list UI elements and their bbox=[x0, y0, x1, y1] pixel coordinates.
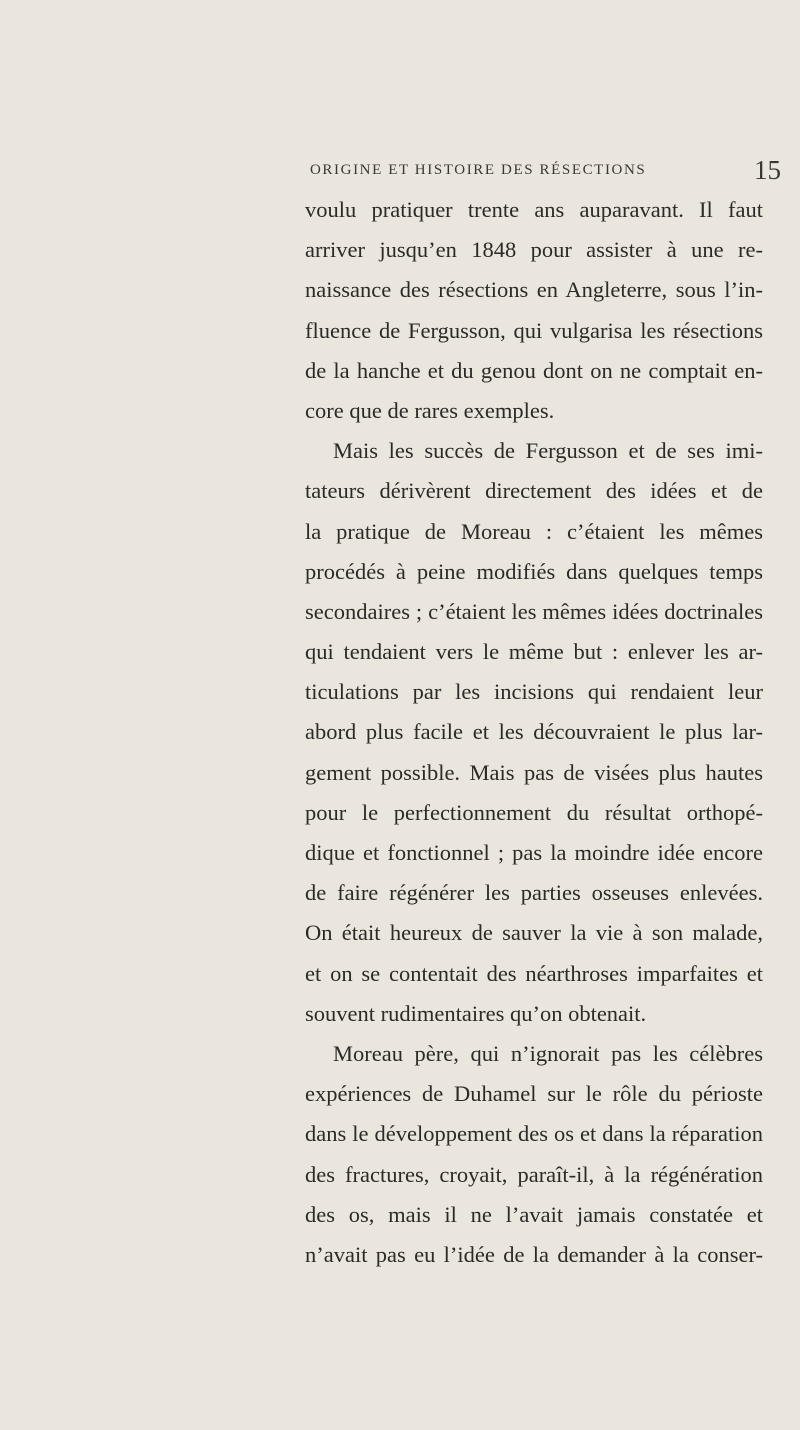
page-number: 15 bbox=[754, 155, 781, 185]
text-line: dans le développement des os et dans la réparation bbox=[305, 1121, 763, 1147]
text-line: n’avait pas eu l’idée de la demander à la conser- bbox=[305, 1241, 763, 1267]
text-line: secondaires ; c’étaient les mêmes idées doctrinales bbox=[305, 598, 763, 624]
text-line: core que de rares exemples. bbox=[305, 397, 555, 423]
text-line: et on se contentait des néarthroses imparfaites et bbox=[305, 960, 763, 986]
text-line: tateurs dérivèrent directement des idées et de bbox=[305, 478, 763, 504]
running-title: ORIGINE ET HISTOIRE DES RÉSECTIONS bbox=[310, 162, 647, 178]
body-text bbox=[305, 190, 763, 1275]
text-line: qui tendaient vers le même but : enlever les ar- bbox=[305, 639, 763, 665]
text-line: Mais les succès de Fergusson et de ses imi- bbox=[333, 438, 763, 464]
text-line: naissance des résections en Angleterre, sous l’in- bbox=[305, 277, 763, 303]
text-line: de faire régénérer les parties osseuses enlevées. bbox=[305, 880, 763, 906]
text-line: Moreau père, qui n’ignorait pas les célèbres bbox=[333, 1040, 763, 1066]
text-line: la pratique de Moreau : c’étaient les mêmes bbox=[305, 518, 763, 544]
text-line: fluence de Fergusson, qui vulgarisa les résections bbox=[305, 317, 763, 343]
text-line: arriver jusqu’en 1848 pour assister à une re- bbox=[305, 237, 763, 263]
text-line: de la hanche et du genou dont on ne comptait en- bbox=[305, 357, 763, 383]
text-line: pour le perfectionnement du résultat orthopé- bbox=[305, 799, 763, 825]
text-line: voulu pratiquer trente ans auparavant. Il faut bbox=[305, 197, 763, 222]
text-line: des fractures, croyait, paraît-il, à la régénération bbox=[305, 1161, 763, 1187]
text-line: abord plus facile et les découvraient le plus lar- bbox=[305, 719, 763, 745]
text-line: procédés à peine modifiés dans quelques temps bbox=[305, 558, 763, 584]
text-line: ticulations par les incisions qui rendaient leur bbox=[305, 679, 763, 705]
text-line: gement possible. Mais pas de visées plus hautes bbox=[305, 759, 763, 785]
text-line: dique et fonctionnel ; pas la moindre idée encore bbox=[305, 840, 763, 865]
text-line: souvent rudimentaires qu’on obtenait. bbox=[305, 1000, 647, 1026]
text-line: expériences de Duhamel sur le rôle du périoste bbox=[305, 1081, 763, 1107]
text-line: des os, mais il ne l’avait jamais constatée et bbox=[305, 1201, 763, 1227]
text-line: On était heureux de sauver la vie à son malade, bbox=[305, 920, 763, 946]
